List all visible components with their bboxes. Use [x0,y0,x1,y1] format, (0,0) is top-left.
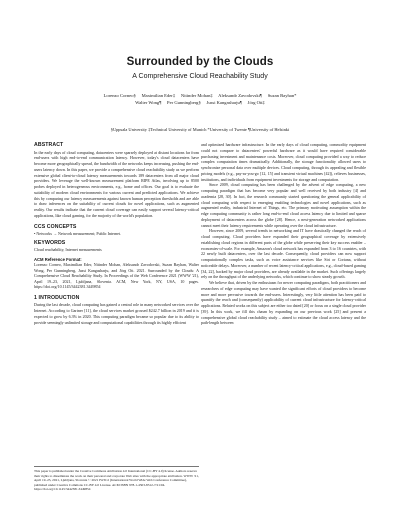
author-name: Jörg Ott‡ [247,99,265,105]
right-column [201,142,366,326]
author-name: Jussi Kangasharju¶ [206,99,242,105]
author-list [20,93,380,106]
author-name: Maximilian Eder‡ [141,93,176,98]
body-paragraph: However, since 2009, several trends in networking and IT have drastically changed the reach of cloud computing. Cloud providers have expanded their geographical coverage by extensively establishing cloud regions in different parts of the globe while preserving their key success enabler – economies-of-scale. For example, Amazon's cloud network has expanded from 3 to 16 countries, with 22 newly built datacenters, over the last decade. Consequently, cloud providers can now support computationally complex tasks, such as voice assistance services like Siri or Cortana, without noticeable delays. Moreover, a number of recent latency-critical applications, e.g., cloud-based gaming [34, 22], backed by major cloud providers, are already available in the market. Such offerings largely rely on the throughput of the underlying networks, which continue to show steady growth. [201,228,366,280]
author-name: Per Gunningberg§ [167,99,201,105]
reference-format-text: Lorenzo Corneo, Maximilian Eder, Nitinder Mohan, Aleksandr Zavodovski, Suzan Bayhan, Walter Wong, Per Gunningberg, Jussi Kangasharju, and Jörg Ott. 2021. Surrounded by the Clouds: A Comprehensive Cloud Reachability Study. In Proceedings of the Web Conference 2021 (WWW '21), April 19–23, 2021, Ljubljana, Slovenia. ACM, New York, NY, USA, 10 pages. https://doi.org/10.1145/3442381.3449854 [34,262,199,290]
author-name: Suzan Bayhan* [267,93,297,98]
introduction-text: During the last decade, cloud computing has gained a central role in many networked services over the Internet. According to Gartner [11], the cloud services market grossed $242.7 billion in 2019 and it is expected to grow by 6.3% in 2020. This computing paradigm became so popular due to its ability to provide seemingly unlimited storage and computational capabilities through its highly efficient [34,302,199,325]
body-paragraph: and optimized hardware infrastructure. In the early days of cloud computing, commodity equipment could not compare to datacenters' powerful hardware as it would have required considerable purchasing investment and maintenance costs. Moreover, cloud computing provided a way to reduce complex computation times dramatically. Additionally, the storage functionality allowed users to synchronize personal data over multiple devices. Cloud computing, through its appealing and flexible pricing models (e.g., pay-as-you-go [12, 15] and transient virtual machines [42]), relieves businesses, institutions, and individuals from equipment investments for storage and computation. [201,142,366,182]
ccs-text: • Networks → Network measurement; Public Internet. [34,231,122,236]
affiliations: §Uppsala University ‡Technical University of Munich *University of Twente ¶University of Helsinki [110,127,290,132]
license-footnote: This paper is published under the Creative Commons Attribution 4.0 International (CC-BY 4.0) license. Authors reserve their rights to disseminate the work on their personal and corporate Web sites with the appropriate attribution. WWW '21, April 19–23, 2021, Ljubljana, Slovenia © 2021 IW3C2 (International World Wide Web Conference Committee), published under Creative Commons CC-BY 4.0 License. ACM ISBN 978-1-4503-8312-7/21/04. https://doi.org/10.1145/3442381.3449854 [34,466,199,492]
reference-format-heading: ACM Reference Format: [34,256,82,262]
author-name: Lorenzo Corneo§ [103,93,136,98]
keywords-heading: KEYWORDS [34,239,66,246]
author-line-1 [20,93,380,100]
left-column [34,142,199,325]
paper-subtitle: A Comprehensive Cloud Reachability Study [132,73,268,80]
ccs-heading: CCS CONCEPTS [34,223,77,230]
author-name: Nitinder Mohan‡ [180,93,213,98]
keywords-text: Cloud reachability, Internet measurements [34,247,102,252]
abstract-text: In the early days of cloud computing, datacenters were sparsely deployed at distant locations far from end-users with high end-to-end communication latency. However, today's cloud datacenters have become more geographically spread, the bandwidth of the networks keeps increasing, pushing the end-users latency down. In this paper, we provide a comprehensive cloud reachability study as we perform extensive global client-to-cloud latency measurements towards 189 datacenters from all major cloud providers. We leverage the well-known measurement platform RIPE Atlas, involving up to 8500 probes deployed in heterogeneous environments, e.g., home and offices. Our goal is to evaluate the suitability of modern cloud environments for various current and predicted applications. We achieve this by comparing our latency measurements against known human perception thresholds and are able to draw inferences on the suitability of current clouds for novel applications, such as augmented reality. Our results indicate that the current cloud coverage can easily support several latency-critical applications, like cloud gaming, for the majority of the world's population. [34,149,199,218]
author-name: Aleksandr Zavodovski¶ [218,93,262,98]
introduction-heading: 1 INTRODUCTION [34,294,80,301]
body-paragraph: We believe that, driven by the enthusiasm for newer computing paradigms, both practitioners and researchers of edge computing may have wanted the significant efforts of cloud providers to become more and more pervasive towards the end-users. Interestingly, very little attention has been paid to quantify the reach and (consequently) applicability of current cloud infrastructure for latency-critical applications. Related works on this subject are either too dated [20] or focus on a single cloud provider [39]. In this work, we fill this chasm by expanding on our previous work [25] and present a comprehensive global cloud reachability study – aimed to estimate the cloud access latency and the path-length between [201,280,366,326]
author-name: Walter Wong¶ [135,99,162,105]
body-paragraph: Since 2009, cloud computing has been challenged by the advent of edge computing, a new computing paradigm that has become very popular and well received by both industry [4] and academia [28, 30]. In fact, the research community started questioning the general applicability of cloud computing with respect to emerging enabling technologies and novel applications, such as augmented reality, industrial Internet of Things, etc. The primary motivating assumption within the edge computing community is rather long end-to-end cloud access latency due to limited and sparse deployment of datacenters across the globe [28]. Hence, a next-generation networked applications cannot meet their latency requirements while operating over the cloud infrastructure. [201,182,366,228]
paper-title: Surrounded by the Clouds [126,56,274,68]
author-line-2 [20,100,380,107]
abstract-heading: ABSTRACT [34,142,64,148]
